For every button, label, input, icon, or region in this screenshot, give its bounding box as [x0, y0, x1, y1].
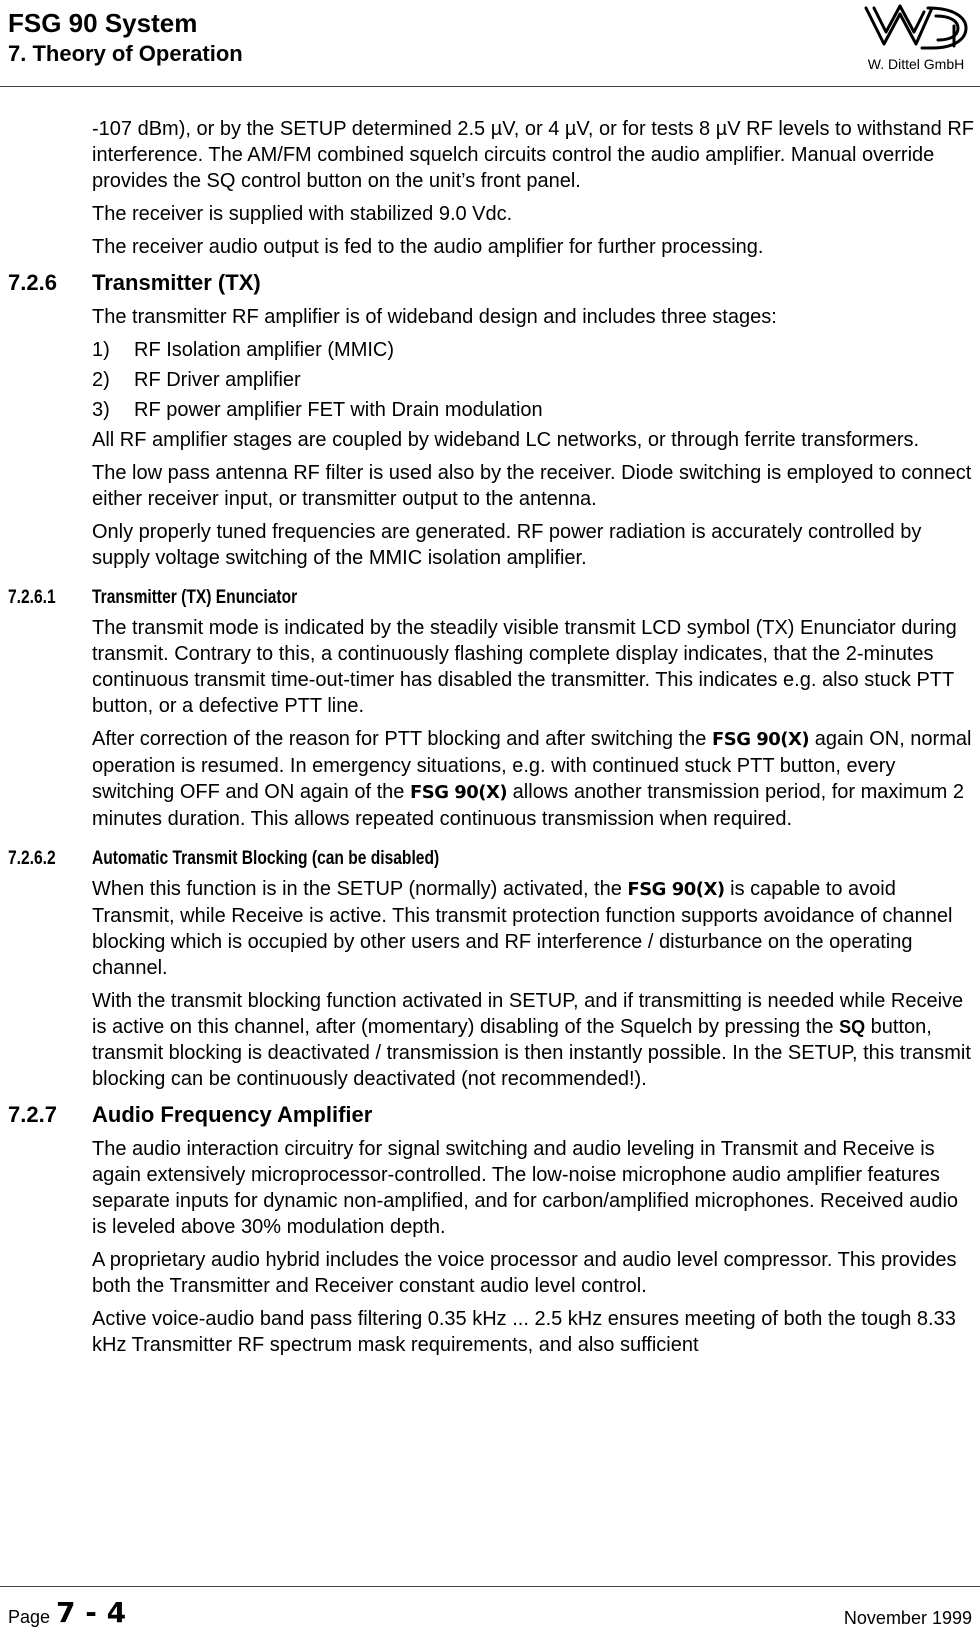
- logo-caption: W. Dittel GmbH: [867, 56, 965, 72]
- paragraph: [92, 988, 976, 1092]
- list-item: [92, 367, 980, 393]
- paragraph: The audio interaction circuitry for signal switching and audio leveling in Transmit and Receive is again extensively microprocessor-controlled. The low-noise microphone audio amplifier features separate inputs for dynamic non-amplified, and for carbon/amplified microphones. Received audio is leveled above 30% modulation depth.: [92, 1138, 959, 1238]
- page-number: 7 - 4: [56, 1596, 127, 1629]
- wd-logo-icon: [862, 0, 972, 56]
- page-body: [0, 116, 980, 1365]
- section-heading-7-2-6: [0, 268, 980, 298]
- subsection-heading-7-2-6-1: [0, 585, 980, 611]
- text-run: When this function is in the SETUP (normally) activated, the: [92, 878, 628, 900]
- text-run: With the transmit blocking function activated in SETUP, and if transmitting is needed while Receive is active on this channel, after (momentary) disabling of the Squelch by pressing the: [92, 990, 964, 1038]
- header-divider: [0, 86, 980, 87]
- text-run: again ON, normal operation is resumed. In emergency situations, e.g. with continued stuck PTT button, every switching OFF and ON again of the: [92, 728, 972, 803]
- document-title: FSG 90 System: [8, 8, 198, 38]
- list-item: [92, 397, 980, 423]
- paragraph: -107 dBm), or by the SETUP determined 2.5 µV, or 4 µV, or for tests 8 µV RF levels to withstand RF interference. The AM/FM combined squelch circuits control the audio amplifier. Manual override provides the SQ control button on the unit’s front panel.: [92, 118, 974, 192]
- text-run: is capable to avoid Transmit, while Receive is active. This transmit protection function supports avoidance of channel blocking which is occupied by other users and RF interference / disturbance on the operating channel.: [92, 878, 953, 979]
- paragraph: The transmit mode is indicated by the steadily visible transmit LCD symbol (TX) Enunciator during transmit. Contrary to this, a continuously flashing complete display indicates, that the 2-minutes continuous transmit time-out-timer has disabled the transmitter. This indicates e.g. also stuck PTT button, or a defective PTT line.: [92, 617, 957, 717]
- chapter-title: 7. Theory of Operation: [8, 41, 243, 66]
- paragraph: The low pass antenna RF filter is used also by the receiver. Diode switching is employed to connect either receiver input, or transmitter output to the antenna.: [92, 462, 972, 510]
- subsection-heading-7-2-6-2: [0, 846, 980, 872]
- product-name: FSG 90(X): [409, 782, 508, 803]
- list-text: RF Isolation amplifier (MMIC): [134, 339, 395, 361]
- section-title: Audio Frequency Amplifier: [92, 1102, 373, 1127]
- list-text: RF power amplifier FET with Drain modulation: [134, 399, 543, 421]
- sq-button-label: SQ: [839, 1017, 866, 1037]
- text-run: After correction of the reason for PTT blocking and after switching the: [92, 728, 712, 750]
- section-title: Transmitter (TX): [92, 270, 261, 295]
- subsection-number: 7.2.6.2: [8, 848, 56, 869]
- section-heading-7-2-7: [0, 1100, 980, 1130]
- paragraph: Only properly tuned frequencies are generated. RF power radiation is accurately controlled by supply voltage switching of the MMIC isolation amplifier.: [92, 521, 922, 569]
- text-run: allows another transmission period, for maximum 2 minutes duration. This allows repeated continuous transmission when required.: [92, 781, 964, 830]
- page-label: Page: [8, 1607, 51, 1627]
- paragraph: The receiver is supplied with stabilized 9.0 Vdc.: [92, 203, 513, 225]
- company-logo: [858, 0, 974, 76]
- footer-divider: [0, 1586, 980, 1587]
- product-name: FSG 90(X): [711, 729, 810, 750]
- section-number: 7.2.6: [8, 270, 57, 295]
- paragraph: [92, 726, 976, 832]
- publication-date: November 1999: [843, 1608, 972, 1628]
- list-number: 2): [92, 369, 110, 391]
- paragraph: Active voice-audio band pass filtering 0.35 kHz ... 2.5 kHz ensures meeting of both the tough 8.33 kHz Transmitter RF spectrum mask requirements, and also sufficient: [92, 1308, 956, 1356]
- paragraph: [92, 876, 976, 981]
- product-name: FSG 90(X): [627, 879, 725, 900]
- subsection-title: Automatic Transmit Blocking (can be disabled): [92, 848, 440, 869]
- section-number: 7.2.7: [8, 1102, 57, 1127]
- text-run: button, transmit blocking is deactivated / transmission is then instantly possible. In the SETUP, this transmit blocking can be continuously deactivated (not recommended!).: [92, 1016, 971, 1090]
- list-number: 3): [92, 399, 110, 421]
- paragraph: The receiver audio output is fed to the audio amplifier for further processing.: [92, 236, 764, 258]
- paragraph: The transmitter RF amplifier is of wideband design and includes three stages:: [92, 306, 777, 328]
- paragraph: All RF amplifier stages are coupled by wideband LC networks, or through ferrite transformers.: [92, 429, 920, 451]
- list-text: RF Driver amplifier: [134, 369, 301, 391]
- list-number: 1): [92, 339, 110, 361]
- list-item: [92, 337, 980, 363]
- subsection-number: 7.2.6.1: [8, 587, 56, 608]
- subsection-title: Transmitter (TX) Enunciator: [92, 587, 298, 608]
- paragraph: A proprietary audio hybrid includes the voice processor and audio level compressor. This provides both the Transmitter and Receiver constant audio level control.: [92, 1249, 957, 1297]
